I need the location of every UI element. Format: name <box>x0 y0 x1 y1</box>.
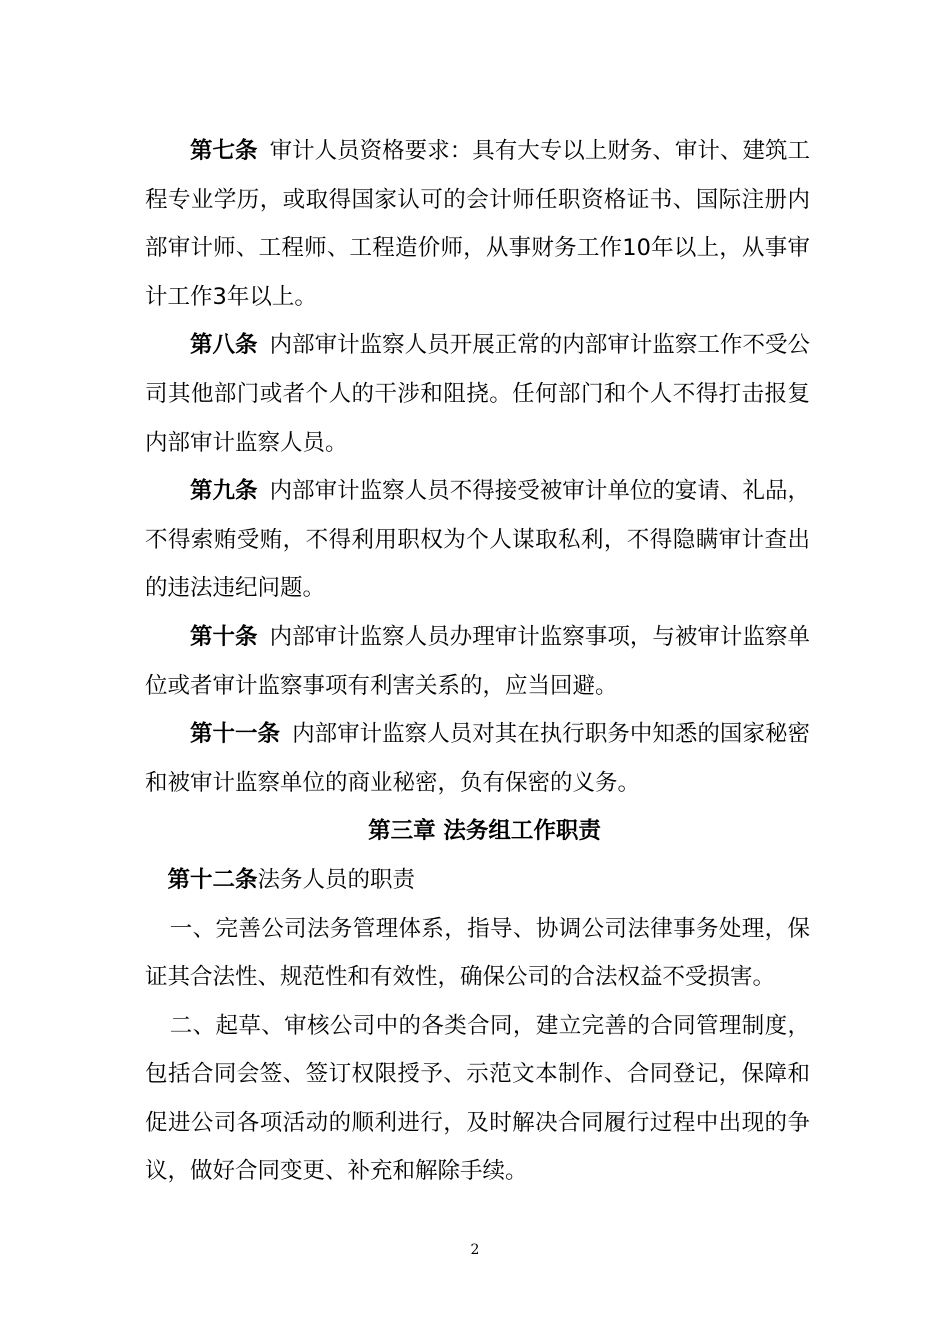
article-12 <box>145 856 810 905</box>
article-label: 第十一条 <box>190 721 281 748</box>
article-10 <box>145 613 810 710</box>
article-text: 法务人员的职责 <box>257 866 416 893</box>
list-item: 二、起草、审核公司中的各类合同，建立完善的合同管理制度，包括合同会签、签订权限授予、示范文本制作、合同登记，保障和促进公司各项活动的顺利进行，及时解决合同履行过程中出现的争议，做好合同变更、补充和解除手续。 <box>145 1012 810 1185</box>
article-text: 内部审计监察人员开展正常的内部审计监察工作不受公司其他部门或者个人的干涉和阻挠。任何部门和个人不得打击报复内部审计监察人员。 <box>145 332 810 456</box>
article-text: 内部审计监察人员对其在执行职务中知悉的国家秘密和被审计监察单位的商业秘密，负有保密的义务。 <box>145 721 810 796</box>
article-9 <box>145 467 810 613</box>
article-label: 第十二条 <box>167 866 258 893</box>
page-number: 2 <box>470 1242 480 1258</box>
article-7 <box>145 127 810 321</box>
article-text: 内部审计监察人员办理审计监察事项，与被审计监察单位或者审计监察事项有利害关系的，应当回避。 <box>145 623 810 699</box>
article-8 <box>145 321 810 467</box>
article-11 <box>145 710 810 807</box>
article-label: 第十条 <box>190 623 258 650</box>
article-text: 审计人员资格要求：具有大专以上财务、审计、建筑工程专业学历，或取得国家认可的会计师任职资格证书、国际注册内部审计师、工程师、工程造价师，从事财务工作10年以上，从事审计工作3年以上。 <box>145 138 810 310</box>
document-body <box>145 127 810 1196</box>
article-text: 内部审计监察人员不得接受被审计单位的宴请、礼品，不得索贿受贿，不得利用职权为个人谋取私利，不得隐瞒审计查出的违法违纪问题。 <box>145 478 810 602</box>
article-label: 第九条 <box>190 478 258 505</box>
list-item: 一、完善公司法务管理体系，指导、协调公司法律事务处理，保证其合法性、规范性和有效性，确保公司的合法权益不受损害。 <box>145 915 810 991</box>
article-label: 第八条 <box>190 332 258 359</box>
article-label: 第七条 <box>190 138 258 164</box>
chapter-title: 第三章 法务组工作职责 <box>368 818 601 845</box>
